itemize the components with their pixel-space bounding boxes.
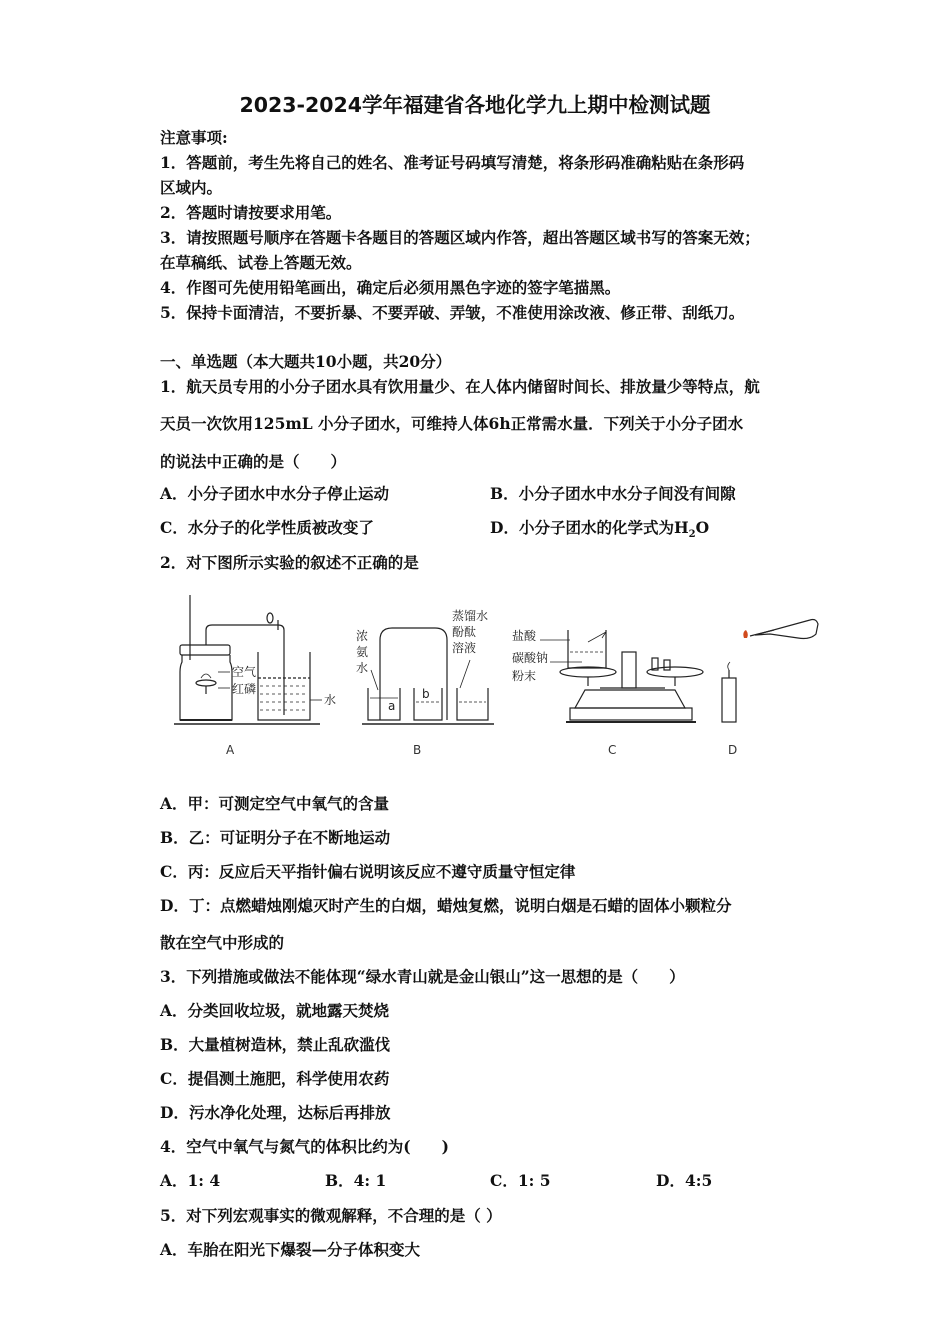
q1-stem-line: 天员一次饮用125mL 小分子团水，可维持人体6h正常需水量．下列关于小分子团水	[160, 414, 744, 433]
label-beaker-b: b	[422, 687, 430, 701]
section-heading: 一、单选题（本大题共10小题，共20分）	[160, 352, 452, 371]
notice-line: 在草稿纸、试卷上答题无效。	[160, 253, 362, 272]
notice-heading: 注意事项:	[160, 128, 228, 147]
q1-option-b: B．小分子团水中水分子间没有间隙	[490, 484, 736, 503]
q4-option-b: B．4: 1	[325, 1171, 387, 1190]
notice-line: 3．请按照题号顺序在答题卡各题目的答题区域内作答，超出答题区域书写的答案无效；	[160, 228, 760, 247]
q4-stem: 4．空气中氧气与氮气的体积比约为( )	[160, 1137, 449, 1156]
label-air: 空气	[232, 665, 257, 679]
label-ammonia-2: 氨	[356, 645, 369, 659]
q2-option-b: B．乙：可证明分子在不断地运动	[160, 828, 391, 847]
q1-stem-line: 1．航天员专用的小分子团水具有饮用量少、在人体内储留时间长、排放量少等特点，航	[160, 377, 760, 396]
q3-stem: 3．下列措施或做法不能体现“绿水青山就是金山银山”这一思想的是（ ）	[160, 967, 685, 986]
q4-option-d: D．4:5	[656, 1171, 713, 1190]
q5-stem: 5．对下列宏观事实的微观解释，不合理的是（ ）	[160, 1206, 502, 1225]
label-distilled-1: 蒸馏水	[452, 609, 489, 623]
label-water: 水	[324, 693, 337, 707]
q4-option-a: A．1: 4	[160, 1171, 221, 1190]
q1-option-a: A．小分子团水中水分子停止运动	[160, 484, 390, 503]
notice-line: 4．作图可先使用铅笔画出，确定后必须用黑色字迹的签字笔描黑。	[160, 278, 621, 297]
q2-option-d-cont: 散在空气中形成的	[160, 933, 285, 952]
apparatus-d-illustration	[716, 620, 818, 725]
q3-option-d: D．污水净化处理，达标后再排放	[160, 1103, 391, 1122]
apparatus-c-illustration	[540, 630, 703, 722]
q1-stem-line: 的说法中正确的是（ ）	[160, 452, 347, 471]
experiment-figure	[170, 590, 820, 765]
q3-option-b: B．大量植树造林，禁止乱砍滥伐	[160, 1035, 391, 1054]
label-carbonate-1: 碳酸钠	[512, 651, 549, 665]
apparatus-a-illustration	[174, 595, 322, 724]
notice-line: 1．答题前，考生先将自己的姓名、准考证号码填写清楚，将条形码准确粘贴在条形码	[160, 153, 745, 172]
label-ammonia-3: 水	[356, 661, 369, 675]
q1-option-d: D．小分子团水的化学式为$H_2O$	[490, 518, 710, 541]
label-beaker-a: a	[388, 699, 396, 713]
notice-line: 5．保持卡面清洁，不要折暴、不要弄破、弄皱，不准使用涂改液、修正带、刮纸刀。	[160, 303, 745, 322]
q5-option-a: A．车胎在阳光下爆裂—分子体积变大	[160, 1240, 421, 1259]
page-title: 2023-2024学年福建省各地化学九上期中检测试题	[239, 93, 711, 117]
label-ammonia-1: 浓	[356, 629, 369, 643]
caption-b: B	[413, 743, 422, 757]
q2-option-d: D．丁：点燃蜡烛刚熄灭时产生的白烟，蜡烛复燃，说明白烟是石蜡的固体小颗粒分	[160, 896, 732, 915]
label-distilled-3: 溶液	[452, 641, 477, 655]
notice-line: 2．答题时请按要求用笔。	[160, 203, 342, 222]
q4-option-c: C．1: 5	[490, 1171, 551, 1190]
q1-option-c: C．水分子的化学性质被改变了	[160, 518, 374, 537]
q2-option-a: A．甲：可测定空气中氧气的含量	[160, 794, 390, 813]
label-hcl: 盐酸	[512, 629, 537, 643]
label-carbonate-2: 粉末	[512, 669, 537, 683]
label-phosphorus: 红磷	[232, 682, 257, 696]
caption-a: A	[226, 743, 235, 757]
notice-line: 区域内。	[160, 178, 223, 197]
label-distilled-2: 酚酞	[452, 625, 477, 639]
q3-option-a: A．分类回收垃圾，就地露天焚烧	[160, 1001, 390, 1020]
caption-d: D	[728, 743, 738, 757]
caption-c: C	[608, 743, 617, 757]
q2-option-c: C．丙：反应后天平指针偏右说明该反应不遵守质量守恒定律	[160, 862, 576, 881]
q2-stem: 2．对下图所示实验的叙述不正确的是	[160, 553, 419, 572]
q3-option-c: C．提倡测土施肥，科学使用农药	[160, 1069, 390, 1088]
